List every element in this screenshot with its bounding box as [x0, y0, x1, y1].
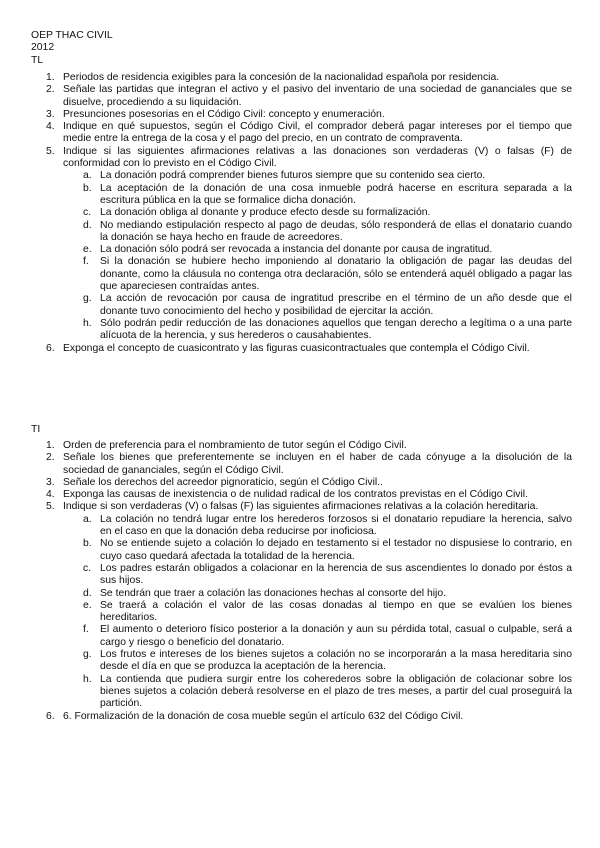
- sub-item-text: La donación obliga al donante y produce efecto desde su formalización.: [100, 207, 431, 219]
- sub-item-text: La aceptación de la donación de una cosa inmueble podrá hacerse en escritura separada a la escritura pública en la que se formalice dicha donación.: [100, 182, 572, 206]
- question-number: 5.: [46, 145, 55, 157]
- question-number: 6.: [46, 710, 55, 722]
- sub-item-list: [63, 514, 572, 711]
- sub-item-text: No mediando estipulación respecto al pago de deudas, sólo responderá de ellas el donatario cuando la donación se haya hecho en fraude de acreedores.: [100, 219, 572, 243]
- sub-item-letter: h.: [83, 317, 92, 329]
- sub-item-letter: e.: [83, 244, 92, 256]
- sub-item-letter: f.: [83, 256, 89, 268]
- question-number: 4.: [46, 121, 55, 133]
- sub-item-text: Se traerá a colación el valor de las cosas donadas al tiempo en que se evalúen los bienes hereditarios.: [100, 599, 572, 624]
- question-item: [0, 452, 572, 477]
- question-item: [0, 72, 572, 84]
- question-item: [0, 477, 572, 489]
- question-number: 1.: [46, 440, 55, 451]
- question-text: Señale los derechos del acreedor pignoraticio, según el Código Civil..: [63, 476, 383, 488]
- doc-year: 2012: [31, 42, 55, 53]
- sub-item-text: Los frutos e intereses de los bienes sujetos a colación no se incorporarán a la masa hereditaria sino desde el día en que se produzca la aceptación de la herencia.: [100, 649, 572, 673]
- question-item: [0, 146, 572, 343]
- question-item: [0, 109, 572, 121]
- sub-item: [63, 220, 572, 245]
- sub-item-text: La donación podrá comprender bienes futuros siempre que su contenido sea cierto.: [100, 170, 486, 182]
- sub-item: [63, 170, 572, 182]
- question-text: Exponga las causas de inexistencia o de nulidad radical de los contratos previstas en el Código Civil.: [63, 489, 528, 501]
- question-text: Indique si las siguientes afirmaciones relativas a las donaciones son verdaderas (V) o falsas (F) de conformidad con lo previsto en el Código Civil.: [63, 145, 572, 170]
- question-list-ti: [0, 440, 600, 723]
- question-item: [0, 121, 572, 146]
- sub-item-text: La colación no tendrá lugar entre los herederos forzosos si el donatario repudiare la herencia, salvo en el caso en que la donación deba reducirse por inoficiosa.: [100, 513, 572, 538]
- sub-item: [63, 674, 572, 711]
- sub-item-text: La donación sólo podrá ser revocada a instancia del donante por causa de ingratitud.: [100, 244, 493, 256]
- sub-item: [63, 318, 572, 343]
- sub-item-letter: d.: [83, 219, 92, 231]
- sub-item-letter: e.: [83, 599, 92, 611]
- sub-item-text: Sólo podrán pedir reducción de las donaciones aquellos que tengan derecho a legítima o a una parte alícuota de la herencia, y sus herederos o causahabientes.: [100, 317, 572, 342]
- sub-item: [63, 649, 572, 674]
- question-item: [0, 489, 572, 501]
- sub-item-text: Si la donación se hubiere hecho imponiendo al donatario la obligación de pagar las deudas del donante, como la cláusula no contenga otra declaración, sólo se entenderá aquél obligado a pagar las que apareciesen contraídas antes.: [100, 256, 572, 293]
- sub-item-letter: a.: [83, 170, 92, 182]
- sub-item-letter: a.: [83, 513, 92, 525]
- question-number: 6.: [46, 342, 55, 354]
- question-text: Indique en qué supuestos, según el Código Civil, el comprador deberá pagar intereses por el tiempo que medie entre la entrega de la cosa y el pago del precio, en un contrato de compraventa.: [63, 121, 572, 145]
- question-text: 6. Formalización de la donación de cosa mueble según el artículo 632 del Código Civil.: [63, 710, 464, 722]
- question-text: Señale las partidas que integran el activo y el pasivo del inventario de una sociedad de gananciales que se disuelve, procediendo a su liquidación.: [63, 84, 572, 108]
- sub-item-letter: c.: [83, 207, 92, 219]
- sub-item: [63, 293, 572, 318]
- sub-item-letter: b.: [83, 538, 92, 550]
- question-text: Periodos de residencia exigibles para la concesión de la nacionalidad española por residencia.: [63, 72, 500, 83]
- sub-item-list: [63, 170, 572, 342]
- sub-item-text: Se tendrán que traer a colación las donaciones hechas al consorte del hijo.: [100, 587, 447, 599]
- question-number: 3.: [46, 108, 55, 120]
- question-item: [0, 343, 572, 355]
- question-text: Presunciones posesorias en el Código Civil: concepto y enumeración.: [63, 108, 385, 120]
- sub-item-letter: d.: [83, 587, 92, 599]
- sub-item-letter: b.: [83, 182, 92, 194]
- doc-title: OEP THAC CIVIL: [31, 30, 113, 41]
- question-number: 4.: [46, 489, 55, 501]
- sub-item: [63, 563, 572, 588]
- section-title-tl: TL: [31, 55, 44, 66]
- question-item: [0, 711, 572, 723]
- sub-item-letter: h.: [83, 673, 92, 685]
- sub-item: [63, 538, 572, 563]
- question-item: [0, 84, 572, 109]
- question-text: Señale los bienes que preferentemente se incluyen en el haber de cada cónyuge a la disolución de la sociedad de gananciales, según el Código Civil.: [63, 452, 572, 476]
- sub-item-text: La acción de revocación por causa de ingratitud prescribe en el término de un año desde que el donante tuvo conocimiento del hecho y posibilidad de ejercitar la acción.: [100, 293, 572, 317]
- sub-item-text: Los padres estarán obligados a colacionar en la herencia de sus ascendientes lo donado por éstos a sus hijos.: [100, 562, 572, 587]
- sub-item: [63, 600, 572, 625]
- sub-item-letter: c.: [83, 562, 92, 574]
- question-number: 2.: [46, 452, 55, 464]
- question-text: Exponga el concepto de cuasicontrato y las figuras cuasicontractuales que contempla el Código Civil.: [63, 342, 530, 354]
- question-item: [0, 440, 572, 452]
- question-text: Orden de preferencia para el nombramiento de tutor según el Código Civil.: [63, 440, 407, 451]
- sub-item: [63, 256, 572, 293]
- sub-item: [63, 588, 572, 600]
- question-text: Indique si son verdaderas (V) o falsas (F) las siguientes afirmaciones relativas a la colación hereditaria.: [63, 501, 539, 513]
- sub-item: [63, 207, 572, 219]
- sub-item-text: La contienda que pudiera surgir entre los coherederos sobre la obligación de colacionar sobre los bienes sujetos a colación deberá resolverse en el plazo de tres meses, a partir del cual proseguirá la partición.: [100, 673, 572, 710]
- question-number: 1.: [46, 72, 55, 83]
- sub-item: [63, 514, 572, 539]
- section-title-ti: TI: [31, 424, 41, 435]
- sub-item-text: No se entiende sujeto a colación lo dejado en testamento si el testador no dispusiese lo contrario, en cuyo caso quedará afectada la totalidad de la herencia.: [100, 538, 572, 562]
- question-list-tl: [0, 72, 600, 355]
- sub-item-letter: g.: [83, 293, 92, 305]
- sub-item: [63, 244, 572, 256]
- question-item: [0, 501, 572, 710]
- sub-item-letter: f.: [83, 624, 89, 636]
- question-number: 2.: [46, 84, 55, 96]
- sub-item: [63, 183, 572, 208]
- question-number: 3.: [46, 476, 55, 488]
- sub-item-text: El aumento o deterioro físico posterior a la donación y aun su pérdida total, casual o culpable, será a cargo y riesgo o beneficio del donatario.: [100, 624, 572, 648]
- question-number: 5.: [46, 501, 55, 513]
- sub-item: [63, 624, 572, 649]
- sub-item-letter: g.: [83, 649, 92, 661]
